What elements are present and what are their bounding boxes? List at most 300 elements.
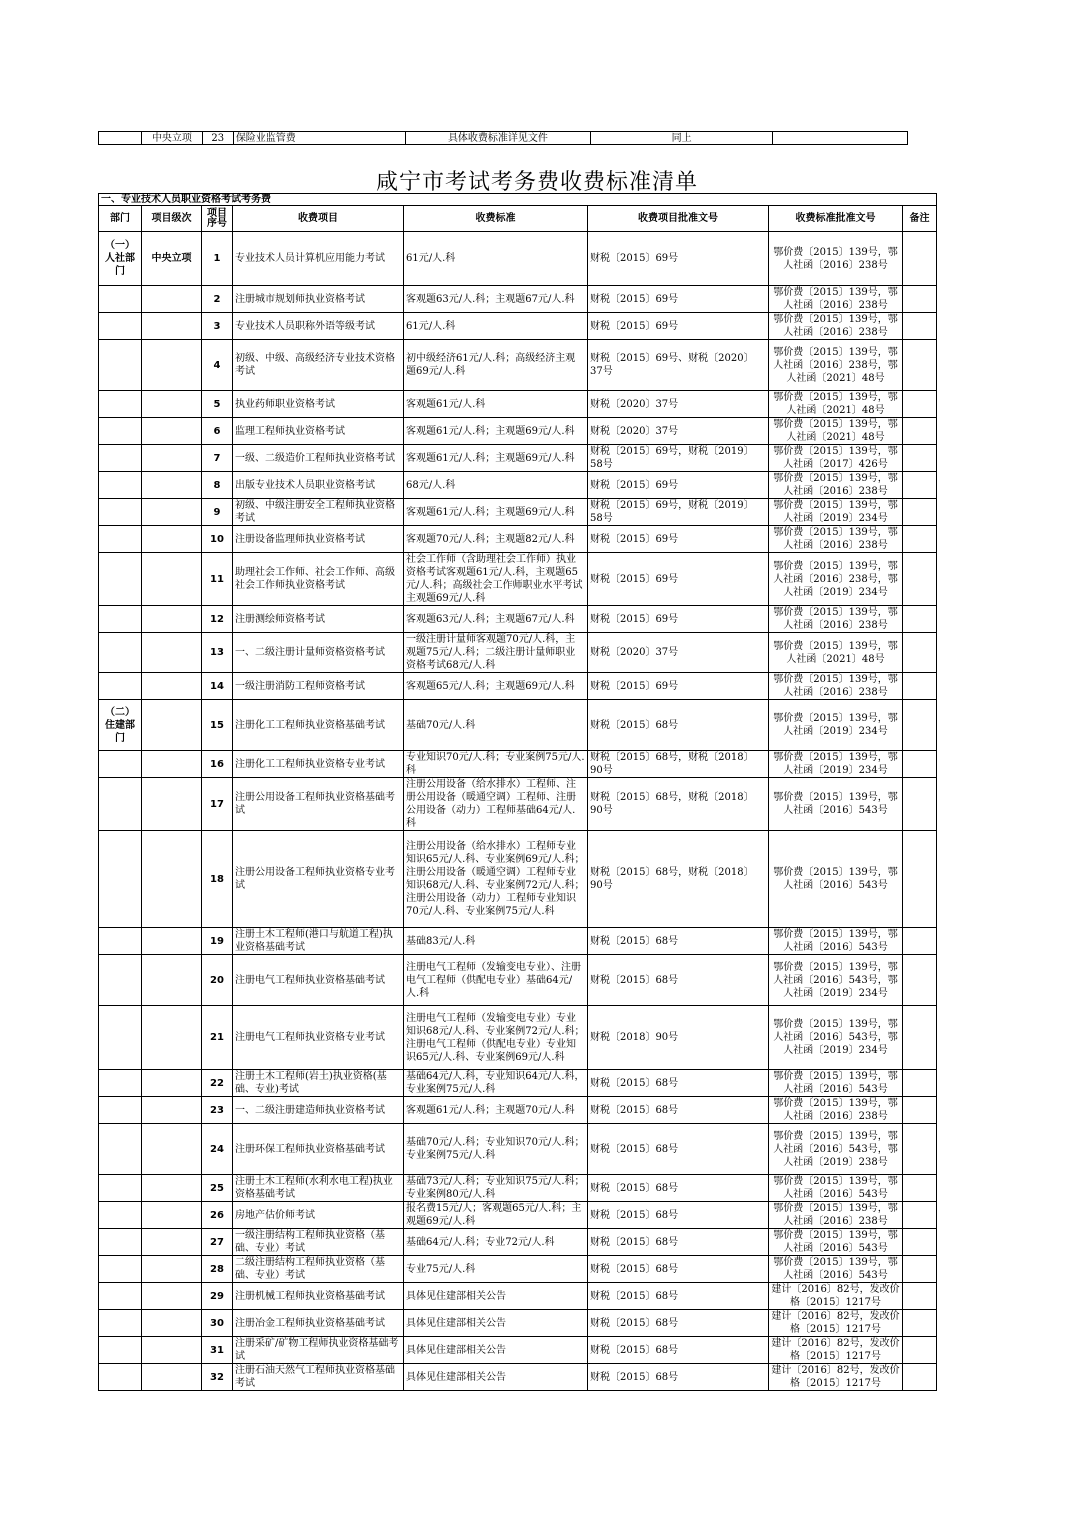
project-level-cell	[142, 1202, 202, 1229]
fee-item-cell: 初级、中级注册安全工程师执业资格考试	[233, 499, 404, 526]
item-approval-cell: 财税〔2015〕68号	[588, 928, 769, 955]
standard-approval-cell: 建计〔2016〕82号，发改价格〔2015〕1217号	[769, 1364, 903, 1391]
dept-cell	[99, 606, 142, 633]
dept-cell	[99, 313, 142, 340]
standard-approval-cell: 鄂价费〔2015〕139号，鄂人社函〔2016〕238号	[769, 673, 903, 700]
item-number-cell: 30	[202, 1310, 233, 1337]
dept-cell	[99, 831, 142, 928]
fee-standard-cell: 客观题70元/人.科；主观题82元/人.科	[404, 526, 588, 553]
header-no: 项目序号	[202, 206, 233, 232]
item-approval-cell: 财税〔2020〕37号	[588, 391, 769, 418]
project-level-cell	[142, 340, 202, 391]
fee-item-cell: 保险业监管费	[233, 132, 405, 145]
fee-standard-cell: 社会工作师（含助理社会工作师）执业资格考试客观题61元/人.科，主观题65元/人.科；高级社会工作师职业水平考试主观题69元/人.科	[404, 553, 588, 606]
fee-standard-cell: 61元/人.科	[404, 232, 588, 286]
table-row	[99, 955, 937, 1006]
dept-cell: （一）人社部门	[99, 232, 142, 286]
fee-item-cell: 二级注册结构工程师执业资格（基础、专业）考试	[233, 1256, 404, 1283]
item-approval-cell: 财税〔2015〕68号	[588, 1283, 769, 1310]
table-row	[99, 1202, 937, 1229]
note-cell	[903, 1175, 937, 1202]
standard-approval-cell: 鄂价费〔2015〕139号，鄂人社函〔2019〕234号	[769, 499, 903, 526]
fee-standard-cell: 客观题61元/人.科	[404, 391, 588, 418]
fee-standard-cell: 专业75元/人.科	[404, 1256, 588, 1283]
standard-approval-cell: 鄂价费〔2015〕139号，鄂人社函〔2016〕543号	[769, 1175, 903, 1202]
item-approval-cell: 财税〔2015〕68号	[588, 1124, 769, 1175]
item-approval-cell: 财税〔2015〕69号、财税〔2020〕37号	[588, 340, 769, 391]
table-row	[99, 606, 937, 633]
note-cell	[903, 1124, 937, 1175]
fee-standard-cell: 基础64元/人.科；专业72元/人.科	[404, 1229, 588, 1256]
fee-standard-cell: 初中级经济61元/人.科；高级经济主观题69元/人.科	[404, 340, 588, 391]
item-approval-cell: 财税〔2018〕90号	[588, 1006, 769, 1070]
project-level-cell: 中央立项	[142, 232, 202, 286]
table-row	[99, 633, 937, 673]
table-row	[99, 1070, 937, 1097]
fee-item-cell: 注册化工工程师执业资格专业考试	[233, 751, 404, 778]
standard-approval-cell: 鄂价费〔2015〕139号，鄂人社函〔2021〕48号	[769, 391, 903, 418]
table-row	[99, 1097, 937, 1124]
note-cell	[903, 445, 937, 472]
item-number-cell: 14	[202, 673, 233, 700]
fee-item-cell: 注册设备监理师执业资格考试	[233, 526, 404, 553]
table-row	[99, 286, 937, 313]
fee-item-cell: 注册测绘师资格考试	[233, 606, 404, 633]
item-number-cell: 28	[202, 1256, 233, 1283]
table-row	[99, 391, 937, 418]
fee-item-cell: 初级、中级、高级经济专业技术资格考试	[233, 340, 404, 391]
table-row	[99, 472, 937, 499]
table-row	[99, 831, 937, 928]
item-approval-cell: 财税〔2015〕68号	[588, 700, 769, 751]
project-level-cell	[142, 1124, 202, 1175]
project-level-cell	[142, 751, 202, 778]
note-cell	[903, 286, 937, 313]
item-number-cell: 4	[202, 340, 233, 391]
note-cell	[903, 1283, 937, 1310]
item-number-cell: 23	[202, 1097, 233, 1124]
note-cell	[903, 751, 937, 778]
dept-cell	[99, 673, 142, 700]
fee-standard-cell: 客观题63元/人.科；主观题67元/人.科	[404, 606, 588, 633]
project-level-cell	[142, 418, 202, 445]
fee-standard-cell: 具体见住建部相关公告	[404, 1337, 588, 1364]
fee-item-cell: 专业技术人员职称外语等级考试	[233, 313, 404, 340]
fee-standard-cell: 具体见住建部相关公告	[404, 1310, 588, 1337]
project-level-cell	[142, 472, 202, 499]
project-level-cell: 中央立项	[142, 132, 202, 145]
fee-standard-cell: 68元/人.科	[404, 472, 588, 499]
item-approval-cell: 财税〔2015〕68号	[588, 1070, 769, 1097]
standard-approval-cell: 鄂价费〔2015〕139号，鄂人社函〔2016〕543号	[769, 1070, 903, 1097]
fee-item-cell: 注册机械工程师执业资格基础考试	[233, 1283, 404, 1310]
standard-approval-cell: 鄂价费〔2015〕139号，鄂人社函〔2016〕238号	[769, 1202, 903, 1229]
standard-approval-cell: 鄂价费〔2015〕139号，鄂人社函〔2016〕543号，鄂人社函〔2019〕234号	[769, 1006, 903, 1070]
item-number-cell: 26	[202, 1202, 233, 1229]
item-number-cell: 17	[202, 778, 233, 831]
fee-item-cell: 一、二级注册计量师资格资格考试	[233, 633, 404, 673]
item-approval-cell: 财税〔2015〕68号	[588, 1310, 769, 1337]
item-number-cell: 13	[202, 633, 233, 673]
project-level-cell	[142, 1070, 202, 1097]
dept-cell	[99, 1337, 142, 1364]
fee-item-cell: 一级注册结构工程师执业资格（基础、专业）考试	[233, 1229, 404, 1256]
item-number-cell: 32	[202, 1364, 233, 1391]
project-level-cell	[142, 1283, 202, 1310]
table-row	[99, 928, 937, 955]
item-number-cell: 25	[202, 1175, 233, 1202]
fee-standard-cell: 基础73元/人.科；专业知识75元/人.科；专业案例80元/人.科	[404, 1175, 588, 1202]
item-number-cell: 24	[202, 1124, 233, 1175]
project-level-cell	[142, 526, 202, 553]
note-cell	[903, 778, 937, 831]
project-level-cell	[142, 606, 202, 633]
table-row	[99, 499, 937, 526]
fee-item-cell: 注册土木工程师(港口与航道工程)执业资格基础考试	[233, 928, 404, 955]
note-cell	[903, 1256, 937, 1283]
note-cell	[903, 1202, 937, 1229]
standard-approval-cell: 建计〔2016〕82号，发改价格〔2015〕1217号	[769, 1283, 903, 1310]
item-approval-cell: 财税〔2015〕68号	[588, 1229, 769, 1256]
header-level: 项目级次	[142, 206, 202, 232]
table-row	[99, 1283, 937, 1310]
project-level-cell	[142, 1229, 202, 1256]
fee-item-cell: 注册土木工程师(岩土)执业资格(基础、专业)考试	[233, 1070, 404, 1097]
table-row	[99, 132, 908, 145]
item-approval-cell: 财税〔2015〕69号，财税〔2019〕58号	[588, 445, 769, 472]
fee-standard-cell: 客观题61元/人.科；主观题69元/人.科	[404, 499, 588, 526]
dept-cell	[99, 1283, 142, 1310]
item-approval-cell: 财税〔2015〕68号	[588, 955, 769, 1006]
dept-cell	[99, 1097, 142, 1124]
dept-cell	[99, 1229, 142, 1256]
standard-approval-cell: 鄂价费〔2015〕139号，鄂人社函〔2016〕543号	[769, 778, 903, 831]
dept-cell	[99, 1070, 142, 1097]
dept-cell	[99, 1006, 142, 1070]
dept-cell	[99, 1124, 142, 1175]
table-row	[99, 1337, 937, 1364]
note-cell	[903, 633, 937, 673]
fee-standard-cell: 专业知识70元/人.科；专业案例75元/人.科	[404, 751, 588, 778]
project-level-cell	[142, 1337, 202, 1364]
note-cell	[903, 928, 937, 955]
dept-cell	[99, 1256, 142, 1283]
dept-cell	[99, 955, 142, 1006]
standard-approval-cell: 鄂价费〔2015〕139号，鄂人社函〔2017〕426号	[769, 445, 903, 472]
note-cell	[903, 1097, 937, 1124]
item-number-cell: 22	[202, 1070, 233, 1097]
standard-approval-cell: 鄂价费〔2015〕139号，鄂人社函〔2016〕238号	[769, 313, 903, 340]
table-row	[99, 1006, 937, 1070]
item-number-cell: 15	[202, 700, 233, 751]
item-approval-cell: 财税〔2015〕69号	[588, 526, 769, 553]
standard-approval-cell: 鄂价费〔2015〕139号，鄂人社函〔2021〕48号	[769, 418, 903, 445]
item-number-cell: 1	[202, 232, 233, 286]
fee-standard-cell: 注册电气工程师（发输变电专业）、注册电气工程师（供配电专业）基础64元/人.科	[404, 955, 588, 1006]
standard-approval-cell: 鄂价费〔2015〕139号，鄂人社函〔2016〕238号，鄂人社函〔2019〕234号	[769, 553, 903, 606]
project-level-cell	[142, 1310, 202, 1337]
note-cell	[903, 1364, 937, 1391]
note-cell	[903, 232, 937, 286]
item-number-cell: 20	[202, 955, 233, 1006]
note-cell	[903, 1229, 937, 1256]
item-approval-cell: 财税〔2015〕68号	[588, 1364, 769, 1391]
dept-cell	[99, 1364, 142, 1391]
project-level-cell	[142, 955, 202, 1006]
dept-cell	[99, 526, 142, 553]
dept-cell	[99, 1175, 142, 1202]
item-number-cell: 3	[202, 313, 233, 340]
item-approval-cell: 同上	[591, 132, 773, 145]
note-cell	[903, 499, 937, 526]
standard-approval-cell: 鄂价费〔2015〕139号，鄂人社函〔2016〕238号	[769, 232, 903, 286]
project-level-cell	[142, 391, 202, 418]
table-row	[99, 553, 937, 606]
dept-cell	[99, 751, 142, 778]
project-level-cell	[142, 1364, 202, 1391]
fee-standard-cell: 具体见住建部相关公告	[404, 1283, 588, 1310]
note-cell	[903, 526, 937, 553]
fee-item-cell: 注册冶金工程师执业资格基础考试	[233, 1310, 404, 1337]
item-number-cell: 23	[202, 132, 233, 145]
item-approval-cell: 财税〔2015〕69号	[588, 606, 769, 633]
note-cell	[903, 606, 937, 633]
fee-standard-cell: 具体收费标准详见文件	[405, 132, 590, 145]
standard-approval-cell: 建计〔2016〕82号，发改价格〔2015〕1217号	[769, 1337, 903, 1364]
table-row	[99, 445, 937, 472]
item-approval-cell: 财税〔2015〕69号	[588, 472, 769, 499]
project-level-cell	[142, 831, 202, 928]
fee-item-cell: 注册电气工程师执业资格基础考试	[233, 955, 404, 1006]
header-note: 备注	[903, 206, 937, 232]
item-number-cell: 2	[202, 286, 233, 313]
note-cell	[903, 1337, 937, 1364]
item-number-cell: 31	[202, 1337, 233, 1364]
note-cell	[903, 700, 937, 751]
project-level-cell	[142, 445, 202, 472]
item-number-cell: 12	[202, 606, 233, 633]
previous-table-tail	[98, 131, 908, 145]
table-row	[99, 418, 937, 445]
header-dept: 部门	[99, 206, 142, 232]
item-approval-cell: 财税〔2015〕68号	[588, 1175, 769, 1202]
table-row	[99, 778, 937, 831]
fee-item-cell: 注册城市规划师执业资格考试	[233, 286, 404, 313]
standard-approval-cell: 鄂价费〔2015〕139号，鄂人社函〔2016〕238号	[769, 606, 903, 633]
project-level-cell	[142, 499, 202, 526]
fee-item-cell: 专业技术人员计算机应用能力考试	[233, 232, 404, 286]
fee-item-cell: 出版专业技术人员职业资格考试	[233, 472, 404, 499]
dept-cell	[99, 472, 142, 499]
section-title: 一、专业技术人员职业资格考试考务费	[99, 194, 937, 206]
table-row	[99, 673, 937, 700]
dept-cell	[99, 553, 142, 606]
project-level-cell	[142, 700, 202, 751]
column-header-row	[99, 206, 937, 232]
fee-standard-cell: 基础70元/人.科	[404, 700, 588, 751]
fee-standard-cell: 注册公用设备（给水排水）工程师专业知识65元/人.科、专业案例69元/人.科；注册公用设备（暖通空调）工程师专业知识68元/人.科、专业案例72元/人.科；注册公用设备（动力）工程师专业知识70元/人.科、专业案例75元/人.科	[404, 831, 588, 928]
item-number-cell: 19	[202, 928, 233, 955]
project-level-cell	[142, 928, 202, 955]
project-level-cell	[142, 1006, 202, 1070]
fee-item-cell: 注册采矿/矿物工程师执业资格基础考试	[233, 1337, 404, 1364]
project-level-cell	[142, 1256, 202, 1283]
note-cell	[903, 1310, 937, 1337]
item-approval-cell: 财税〔2020〕37号	[588, 633, 769, 673]
item-number-cell: 10	[202, 526, 233, 553]
item-approval-cell: 财税〔2020〕37号	[588, 418, 769, 445]
item-approval-cell: 财税〔2015〕69号	[588, 673, 769, 700]
dept-cell	[99, 778, 142, 831]
item-number-cell: 21	[202, 1006, 233, 1070]
note-cell	[903, 673, 937, 700]
item-approval-cell: 财税〔2015〕68号，财税〔2018〕90号	[588, 751, 769, 778]
item-number-cell: 18	[202, 831, 233, 928]
fee-standard-cell: 客观题61元/人.科；主观题70元/人.科	[404, 1097, 588, 1124]
fee-item-cell: 执业药师职业资格考试	[233, 391, 404, 418]
standard-approval-cell: 鄂价费〔2015〕139号，鄂人社函〔2016〕238号	[769, 472, 903, 499]
fee-standard-cell: 一级注册计量师客观题70元/人.科，主观题75元/人.科；二级注册计量师职业资格考试68元/人.科	[404, 633, 588, 673]
fee-item-cell: 注册土木工程师(水利水电工程)执业资格基础考试	[233, 1175, 404, 1202]
dept-cell	[99, 286, 142, 313]
table-row	[99, 1229, 937, 1256]
header-standard: 收费标准	[404, 206, 588, 232]
table-row	[99, 313, 937, 340]
item-approval-cell: 财税〔2015〕69号，财税〔2019〕58号	[588, 499, 769, 526]
section-header-row	[99, 194, 937, 206]
fee-standard-cell: 61元/人.科	[404, 313, 588, 340]
fee-item-cell: 注册公用设备工程师执业资格基础考试	[233, 778, 404, 831]
fee-item-cell: 注册石油天然气工程师执业资格基础考试	[233, 1364, 404, 1391]
note-cell	[903, 553, 937, 606]
table-row	[99, 1124, 937, 1175]
item-approval-cell: 财税〔2015〕68号	[588, 1097, 769, 1124]
project-level-cell	[142, 633, 202, 673]
standard-approval-cell: 鄂价费〔2015〕139号，鄂人社函〔2016〕543号，鄂人社函〔2019〕234号	[769, 955, 903, 1006]
note-cell	[903, 831, 937, 928]
item-number-cell: 5	[202, 391, 233, 418]
table-row	[99, 232, 937, 286]
dept-cell	[99, 928, 142, 955]
dept-cell	[99, 391, 142, 418]
note-cell	[903, 340, 937, 391]
fee-item-cell: 一级注册消防工程师资格考试	[233, 673, 404, 700]
note-cell	[903, 313, 937, 340]
page-title: 咸宁市考试考务费收费标准清单	[375, 170, 698, 195]
fee-item-cell: 注册化工工程师执业资格基础考试	[233, 700, 404, 751]
note-cell	[903, 955, 937, 1006]
dept-cell	[99, 340, 142, 391]
item-number-cell: 16	[202, 751, 233, 778]
item-number-cell: 6	[202, 418, 233, 445]
fee-standard-cell: 基础70元/人.科；专业知识70元/人.科；专业案例75元/人.科	[404, 1124, 588, 1175]
table-row	[99, 526, 937, 553]
header-item: 收费项目	[233, 206, 404, 232]
note-cell	[903, 391, 937, 418]
fee-standard-cell: 注册公用设备（给水排水）工程师、注册公用设备（暖通空调）工程师、注册公用设备（动力）工程师基础64元/人.科	[404, 778, 588, 831]
header-standard-approval: 收费标准批准文号	[769, 206, 903, 232]
standard-approval-cell: 建计〔2016〕82号，发改价格〔2015〕1217号	[769, 1310, 903, 1337]
header-item-approval: 收费项目批准文号	[588, 206, 769, 232]
fee-standard-cell: 基础64元/人.科，专业知识64元/人.科，专业案例75元/人.科	[404, 1070, 588, 1097]
fee-standard-cell: 客观题63元/人.科；主观题67元/人.科	[404, 286, 588, 313]
fee-item-cell: 注册环保工程师执业资格基础考试	[233, 1124, 404, 1175]
item-approval-cell: 财税〔2015〕68号	[588, 1256, 769, 1283]
fee-standard-cell: 基础83元/人.科	[404, 928, 588, 955]
fee-item-cell: 监理工程师执业资格考试	[233, 418, 404, 445]
item-number-cell: 11	[202, 553, 233, 606]
item-number-cell: 7	[202, 445, 233, 472]
item-approval-cell: 财税〔2015〕68号	[588, 1202, 769, 1229]
dept-cell	[99, 1310, 142, 1337]
standard-approval-cell: 鄂价费〔2015〕139号，鄂人社函〔2019〕234号	[769, 700, 903, 751]
project-level-cell	[142, 1097, 202, 1124]
standard-approval-cell: 鄂价费〔2015〕139号，鄂人社函〔2016〕238号，鄂人社函〔2021〕48号	[769, 340, 903, 391]
fee-item-cell: 注册电气工程师执业资格专业考试	[233, 1006, 404, 1070]
project-level-cell	[142, 673, 202, 700]
table-row	[99, 700, 937, 751]
table-row	[99, 1310, 937, 1337]
standard-approval-cell: 鄂价费〔2015〕139号，鄂人社函〔2016〕543号，鄂人社函〔2019〕238号	[769, 1124, 903, 1175]
table-row	[99, 751, 937, 778]
table-row	[99, 1364, 937, 1391]
dept-cell	[99, 445, 142, 472]
item-approval-cell: 财税〔2015〕69号	[588, 286, 769, 313]
item-approval-cell: 财税〔2015〕69号	[588, 232, 769, 286]
fee-table	[98, 193, 937, 1391]
item-approval-cell: 财税〔2015〕69号	[588, 553, 769, 606]
note-cell	[903, 418, 937, 445]
dept-cell	[99, 418, 142, 445]
dept-cell: （二）住建部门	[99, 700, 142, 751]
standard-approval-cell: 鄂价费〔2015〕139号，鄂人社函〔2016〕543号	[769, 1229, 903, 1256]
standard-approval-cell: 鄂价费〔2015〕139号，鄂人社函〔2016〕238号	[769, 1097, 903, 1124]
fee-item-cell: 一级、二级造价工程师执业资格考试	[233, 445, 404, 472]
project-level-cell	[142, 313, 202, 340]
fee-standard-cell: 具体见住建部相关公告	[404, 1364, 588, 1391]
fee-standard-cell: 注册电气工程师（发输变电专业）专业知识68元/人.科、专业案例72元/人.科；注册电气工程师（供配电专业）专业知识65元/人.科、专业案例69元/人.科	[404, 1006, 588, 1070]
item-approval-cell: 财税〔2015〕68号，财税〔2018〕90号	[588, 778, 769, 831]
standard-approval-cell: 鄂价费〔2015〕139号，鄂人社函〔2016〕238号	[769, 286, 903, 313]
fee-item-cell: 一、二级注册建造师执业资格考试	[233, 1097, 404, 1124]
standard-approval-cell: 鄂价费〔2015〕139号，鄂人社函〔2016〕543号	[769, 831, 903, 928]
standard-approval-cell: 鄂价费〔2015〕139号，鄂人社函〔2019〕234号	[769, 751, 903, 778]
item-number-cell: 8	[202, 472, 233, 499]
project-level-cell	[142, 553, 202, 606]
standard-approval-cell: 鄂价费〔2015〕139号，鄂人社函〔2016〕238号	[769, 526, 903, 553]
table-row	[99, 1175, 937, 1202]
note-cell	[903, 1006, 937, 1070]
item-approval-cell: 财税〔2015〕69号	[588, 313, 769, 340]
dept-cell	[99, 1202, 142, 1229]
item-number-cell: 29	[202, 1283, 233, 1310]
item-number-cell: 9	[202, 499, 233, 526]
fee-standard-cell: 报名费15元/人；客观题65元/人.科；主观题69元/人.科	[404, 1202, 588, 1229]
fee-item-cell: 助理社会工作师、社会工作师、高级社会工作师执业资格考试	[233, 553, 404, 606]
dept-cell	[99, 633, 142, 673]
fee-item-cell: 房地产估价师考试	[233, 1202, 404, 1229]
note-cell	[903, 1070, 937, 1097]
fee-item-cell: 注册公用设备工程师执业资格专业考试	[233, 831, 404, 928]
table-row	[99, 1256, 937, 1283]
item-approval-cell: 财税〔2015〕68号，财税〔2018〕90号	[588, 831, 769, 928]
fee-standard-cell: 客观题61元/人.科；主观题69元/人.科	[404, 445, 588, 472]
project-level-cell	[142, 286, 202, 313]
table-row	[99, 340, 937, 391]
item-approval-cell: 财税〔2015〕68号	[588, 1337, 769, 1364]
fee-standard-cell: 客观题61元/人.科；主观题69元/人.科	[404, 418, 588, 445]
item-number-cell: 27	[202, 1229, 233, 1256]
